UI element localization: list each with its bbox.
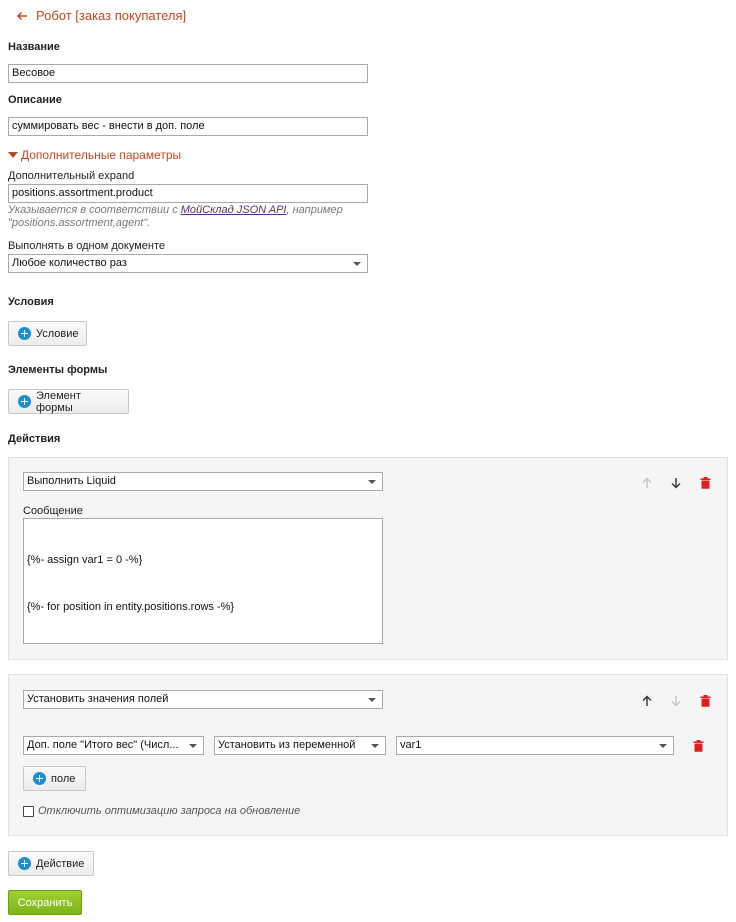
action-panel-liquid (8, 457, 728, 660)
add-form-element-button[interactable] (8, 389, 129, 414)
code-line: {%- for position in entity.positions.rows -%} (27, 600, 235, 613)
value-source-value: Установить из переменной (218, 739, 356, 751)
variable-value: var1 (400, 739, 422, 751)
name-label: Название (8, 41, 60, 53)
expand-hint (8, 204, 368, 230)
page-header (16, 8, 186, 23)
expand-label: Дополнительный expand (8, 170, 135, 182)
trash-icon[interactable] (697, 475, 713, 491)
chevron-down-icon (371, 744, 379, 748)
add-action-label: Действие (36, 857, 85, 870)
target-field-select[interactable] (23, 736, 204, 755)
action-type-select[interactable] (23, 690, 383, 709)
chevron-down-icon (368, 480, 376, 484)
description-label: Описание (8, 94, 62, 106)
disable-optimization-checkbox[interactable] (23, 806, 34, 817)
add-condition-label: Условие (36, 327, 79, 340)
run-mode-select[interactable] (8, 254, 368, 273)
message-label: Сообщение (23, 505, 83, 517)
move-down-icon[interactable] (668, 693, 684, 709)
add-form-element-label: Элемент формы (36, 389, 81, 414)
add-field-label: поле (51, 772, 76, 785)
conditions-title: Условия (8, 296, 54, 308)
api-docs-link[interactable]: МойСклад JSON API (180, 204, 287, 216)
plus-circle-icon (33, 772, 46, 785)
move-up-icon[interactable] (639, 475, 655, 491)
actions-title: Действия (8, 433, 61, 445)
hint-suffix: , например (286, 204, 343, 216)
plus-circle-icon (18, 857, 31, 870)
add-field-button[interactable] (23, 766, 86, 791)
target-field-value: Доп. поле "Итого вес" (Числ... (27, 739, 179, 751)
chevron-down-icon (659, 744, 667, 748)
name-input[interactable]: Весовое (8, 64, 368, 83)
chevron-down-icon (368, 698, 376, 702)
variable-select[interactable] (396, 736, 674, 755)
move-down-icon[interactable] (668, 475, 684, 491)
trash-icon[interactable] (690, 738, 706, 754)
code-line: {%- assign var1 = 0 -%} (27, 554, 143, 566)
hint-example: "positions.assortment,agent". (8, 217, 151, 229)
action-type-select[interactable] (23, 472, 383, 491)
form-elements-title: Элементы формы (8, 364, 108, 376)
action-type-value: Установить значения полей (27, 693, 169, 705)
disable-optimization-label: Отключить оптимизацию запроса на обновление (38, 805, 301, 817)
plus-circle-icon (18, 395, 31, 408)
move-up-icon[interactable] (639, 693, 655, 709)
back-arrow-icon[interactable] (16, 10, 28, 22)
run-mode-value: Любое количество раз (12, 257, 127, 269)
advanced-params-toggle[interactable] (8, 148, 181, 162)
add-condition-button[interactable] (8, 321, 87, 346)
page-title: Робот [заказ покупателя] (36, 8, 187, 23)
action-type-value: Выполнить Liquid (27, 475, 116, 487)
disable-optimization-option[interactable] (23, 805, 300, 818)
run-mode-label: Выполнять в одном документе (8, 240, 165, 252)
expand-input[interactable]: positions.assortment.product (8, 184, 368, 203)
save-button[interactable]: Сохранить (8, 890, 82, 915)
chevron-down-icon (189, 744, 197, 748)
description-input[interactable]: суммировать вес - внести в доп. поле (8, 117, 368, 136)
value-source-select[interactable] (214, 736, 386, 755)
advanced-params-label: Дополнительные параметры (21, 148, 182, 162)
action-panel-set-fields (8, 674, 728, 836)
message-textarea[interactable] (23, 518, 383, 644)
add-action-button[interactable] (8, 851, 94, 876)
plus-circle-icon (18, 327, 31, 340)
hint-prefix: Указывается в соответствии с (8, 204, 181, 216)
chevron-down-icon (353, 262, 361, 266)
caret-down-icon (8, 152, 18, 158)
trash-icon[interactable] (697, 693, 713, 709)
